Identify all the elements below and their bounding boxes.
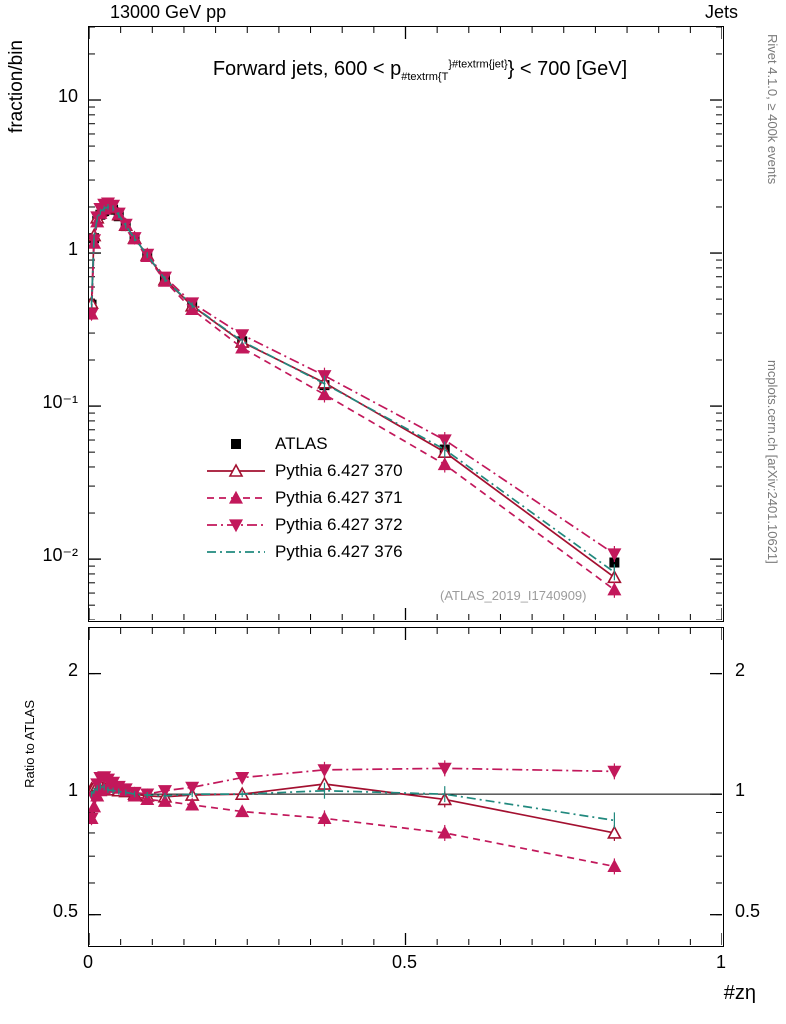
y-tick-label: 2 <box>67 659 78 680</box>
series-marker-p371 <box>608 860 620 871</box>
legend-marker-p372 <box>205 515 267 535</box>
y-tick-label: 2 <box>735 659 746 680</box>
legend-label-p370: Pythia 6.427 370 <box>275 460 403 480</box>
legend <box>205 430 403 565</box>
legend-item-p372 <box>205 511 403 538</box>
rivet-credit: Rivet 4.1.0, ≥ 400k events <box>765 34 780 185</box>
ratio-panel-canvas <box>89 628 722 945</box>
y-axis-label-main: fraction/bin <box>6 40 27 133</box>
series-line-p372 <box>92 768 615 818</box>
x-tick-label: 1 <box>715 952 726 972</box>
legend-label-p376: Pythia 6.427 376 <box>275 541 403 561</box>
legend-label-p372: Pythia 6.427 372 <box>275 514 403 534</box>
series-marker-p372 <box>608 766 620 777</box>
analysis-watermark: (ATLAS_2019_I1740909) <box>440 588 587 603</box>
title-sup: }#textrm{jet} <box>448 58 508 71</box>
title-sub: #textrm{T <box>401 71 449 83</box>
y-tick-label: 0.5 <box>735 900 761 921</box>
main-panel <box>88 26 724 622</box>
legend-item-p376 <box>205 538 403 565</box>
y-tick-label: 1 <box>67 780 78 801</box>
y-tick-label: 10 <box>57 86 78 106</box>
legend-marker-p376 <box>205 542 267 562</box>
y-tick-label: 1 <box>735 780 746 801</box>
legend-marker-p370 <box>205 461 267 481</box>
y-tick-label: 0.5 <box>52 900 78 921</box>
legend-item-p371 <box>205 484 403 511</box>
title-post: } < 700 [GeV] <box>507 58 628 80</box>
x-tick-label: 0 <box>82 952 93 972</box>
y-tick-label: 1 <box>67 239 78 260</box>
series-marker-p371 <box>608 584 620 595</box>
y-tick-label: 10⁻² <box>42 545 78 566</box>
legend-marker-p371 <box>205 488 267 508</box>
series-marker-p371 <box>439 459 451 470</box>
mcplots-credit: mcplots.cern.ch [arXiv:2401.10621] <box>765 360 780 564</box>
x-tick-label: 0.5 <box>391 952 418 972</box>
ratio-panel <box>88 627 724 947</box>
legend-item-atlas <box>205 430 403 457</box>
header-left: 13000 GeV pp <box>110 2 227 22</box>
main-panel-canvas <box>89 27 722 620</box>
legend-marker-atlas <box>205 434 267 454</box>
x-axis-label: #zη <box>723 982 756 1004</box>
y-axis-label-ratio: Ratio to ATLAS <box>22 700 37 788</box>
title-pre: Forward jets, 600 < p <box>212 58 402 80</box>
header-right: Jets <box>704 2 738 22</box>
legend-item-p370 <box>205 457 403 484</box>
legend-label-atlas: ATLAS <box>275 433 328 453</box>
legend-label-p371: Pythia 6.427 371 <box>275 487 403 507</box>
y-tick-label: 10⁻¹ <box>42 392 78 413</box>
